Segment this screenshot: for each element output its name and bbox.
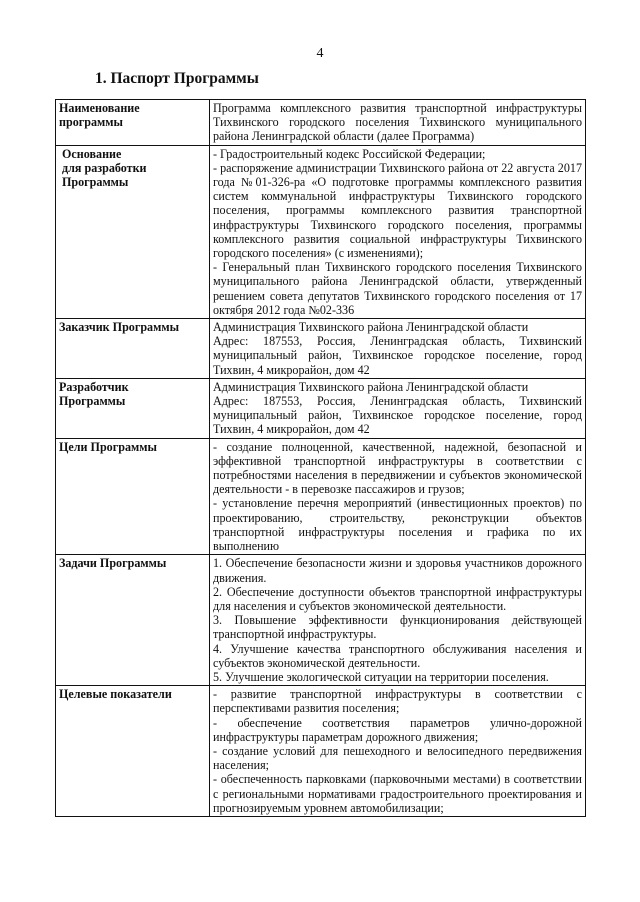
section-title: 1. Паспорт Программы xyxy=(95,70,259,87)
row-label-line: Основание xyxy=(62,146,122,161)
row-value-paragraph: 3. Повышение эффективности функционирования действующей транспортной инфраструктуры. xyxy=(213,613,582,642)
row-label-cell xyxy=(56,555,210,686)
row-value-paragraph: - Градостроительный кодекс Российской Федерации; xyxy=(213,146,486,161)
row-value-paragraph: 1. Обеспечение безопасности жизни и здоровья участников дорожного движения. xyxy=(213,556,582,585)
table-row xyxy=(56,686,586,817)
row-value-paragraph: 4. Улучшение качества транспортного обслуживания населения и субъектов экономической деятельности. xyxy=(213,641,582,670)
row-value-paragraph: - обеспечение соответствия параметров улично-дорожной инфраструктуры параметрам дорожного движения; xyxy=(213,715,582,744)
row-value-paragraph: Адрес: 187553, Россия, Ленинградская область, Тихвинский муниципальный район, Тихвинское городское поселение, город Тихвин, 4 микрорайон, дом 42 xyxy=(213,394,582,437)
table-row xyxy=(56,378,586,438)
passport-table xyxy=(55,99,586,817)
table-row xyxy=(56,555,586,686)
row-value-paragraph: - Генеральный план Тихвинского городского поселения Тихвинского муниципального района Ленинградской области, утвержденный решением совета депутатов Тихвинского городского поселения от 17 октября 2012 года №02-336 xyxy=(213,260,582,317)
page-number: 4 xyxy=(316,46,324,61)
row-label-cell xyxy=(56,145,210,318)
row-label-line: Заказчик Программы xyxy=(59,320,180,335)
row-value-paragraph: - создание полноценной, качественной, надежной, безопасной и эффективной транспортной инфраструктуры в соответствии с потребностями населения в передвижении и субъектов экономической деятельности - в перевозке пассажиров и грузов; xyxy=(213,439,582,497)
table-row xyxy=(56,145,586,318)
row-value-cell xyxy=(210,319,586,379)
row-label-line: программы xyxy=(59,115,123,130)
row-label-cell xyxy=(56,686,210,817)
row-label-line: Цели Программы xyxy=(59,439,157,454)
row-value-cell xyxy=(210,100,586,146)
row-label-line: Программы xyxy=(62,175,129,190)
row-value-paragraph: - распоряжение администрации Тихвинского района от 22 августа 2017 года №01-326-ра «О подготовке программы комплексного развития систем коммунальной инфраструктуры Тихвинского городского поселения, программы комплексного развития транспортной инфраструктуры Тихвинского городского поселения, программы комплексного развития социальной инфраструктуры Тихвинского городского поселения» (с изменениями); xyxy=(213,160,582,261)
row-label-cell xyxy=(56,438,210,555)
row-label-line: Целевые показатели xyxy=(59,687,172,702)
row-value-cell xyxy=(210,145,586,318)
table-row xyxy=(56,319,586,379)
row-label-cell xyxy=(56,319,210,379)
row-value-paragraph: - развитие транспортной инфраструктуры в соответствии с перспективами развития поселения; xyxy=(213,687,582,716)
row-label-line: для разработки xyxy=(62,160,147,175)
row-value-paragraph: - создание условий для пешеходного и велосипедного передвижения населения; xyxy=(213,743,582,773)
table-row xyxy=(56,438,586,555)
row-value-paragraph: 2. Обеспечение доступности объектов транспортной инфраструктуры для населения и субъектов экономической деятельности. xyxy=(213,584,582,613)
row-value-cell xyxy=(210,686,586,817)
row-label-line: Программы xyxy=(59,394,126,409)
row-label-cell xyxy=(56,100,210,146)
row-label-cell xyxy=(56,378,210,438)
row-value-paragraph: Администрация Тихвинского района Ленинградской области xyxy=(213,379,529,394)
table-row xyxy=(56,100,586,146)
passport-table-body xyxy=(56,100,586,817)
row-value-paragraph: Администрация Тихвинского района Ленинградской области xyxy=(213,320,529,335)
row-label-line: Задачи Программы xyxy=(59,556,167,571)
row-value-paragraph: Программа комплексного развития транспортной инфраструктуры Тихвинского городского поселения Тихвинского муниципального района Ленинградской области (далее Программа) xyxy=(213,101,582,144)
row-label-line: Наименование xyxy=(59,101,140,115)
row-value-paragraph: - обеспеченность парковками (парковочными местами) в соответствии с региональными нормативами градостроительного проектирования и прогнозируемым уровнем автомобилизации; xyxy=(213,772,582,815)
row-value-cell xyxy=(210,438,586,555)
row-value-cell xyxy=(210,555,586,686)
row-value-paragraph: - установление перечня мероприятий (инвестиционных проектов) по проектированию, строительству, реконструкции объектов транспортной инфраструктуры поселения и графика по их выполнению xyxy=(213,496,582,554)
row-value-paragraph: Адрес: 187553, Россия, Ленинградская область, Тихвинский муниципальный район, Тихвинское городское поселение, город Тихвин, 4 микрорайон, дом 42 xyxy=(213,334,582,377)
row-label-line: Разработчик xyxy=(59,379,129,394)
row-value-cell xyxy=(210,378,586,438)
row-value-paragraph: 5. Улучшение экологической ситуации на территории поселения. xyxy=(213,669,549,684)
